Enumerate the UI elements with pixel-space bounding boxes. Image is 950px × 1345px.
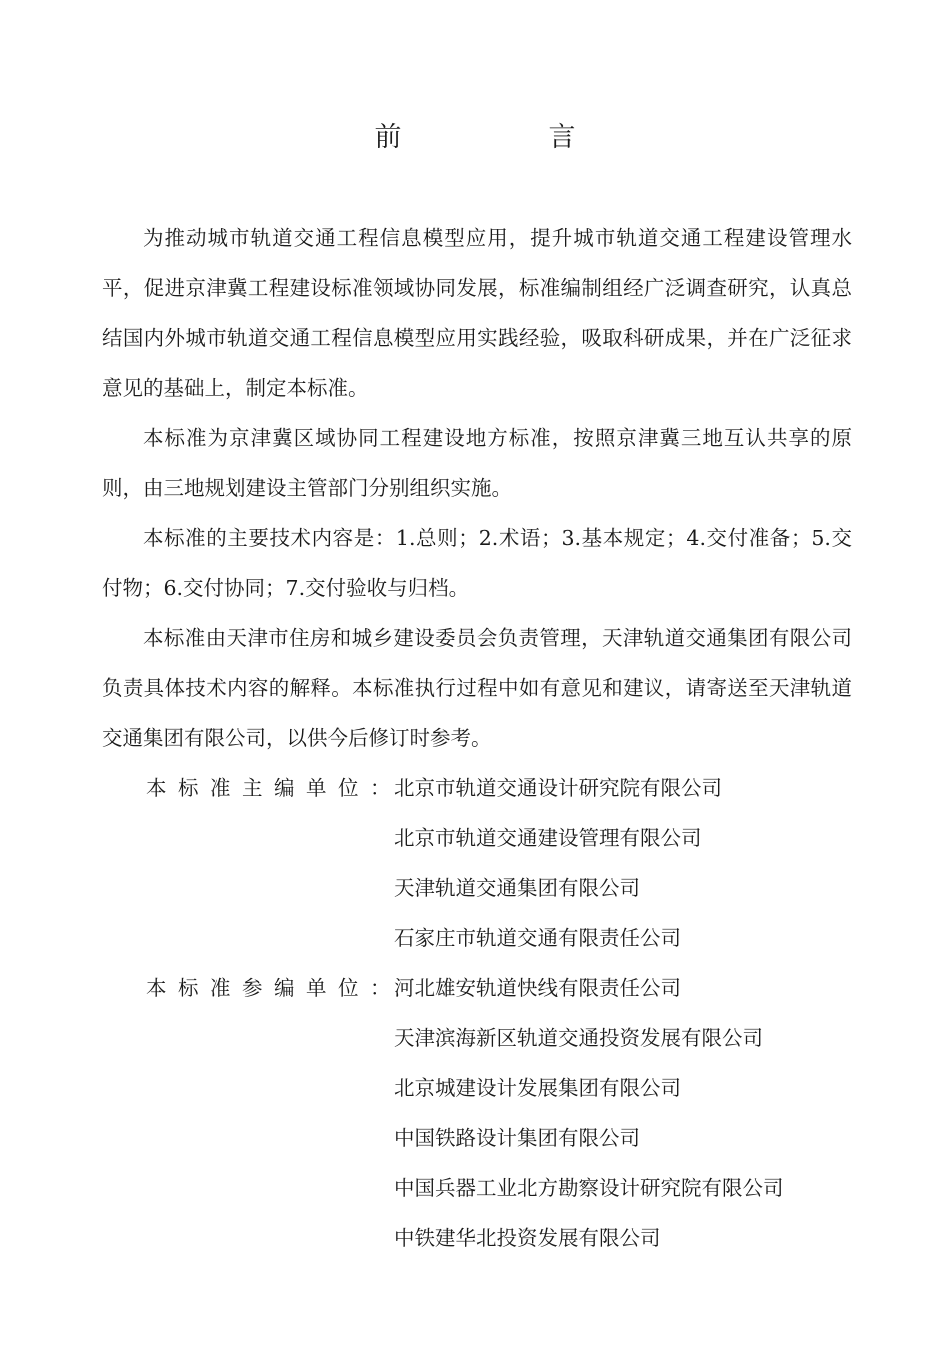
- chief-unit-item: 石家庄市轨道交通有限责任公司: [394, 926, 681, 950]
- preface-paragraph-4: 本标准由天津市住房和城乡建设委员会负责管理，天津轨道交通集团有限公司负责具体技术内容的解释。本标准执行过程中如有意见和建议，请寄送至天津轨道交通集团有限公司，以供今后修订时参考。: [102, 626, 852, 750]
- participating-unit-item: 河北雄安轨道快线有限责任公司: [394, 976, 681, 1000]
- chief-units-label: 本标准主编单位：: [146, 776, 402, 800]
- chief-units-list: [394, 763, 866, 963]
- chief-units-row: [146, 763, 866, 963]
- preface-paragraph-1: 为推动城市轨道交通工程信息模型应用，提升城市轨道交通工程建设管理水平，促进京津冀工程建设标准领域协同发展，标准编制组经广泛调查研究，认真总结国内外城市轨道交通工程信息模型应用实践经验，吸取科研成果，并在广泛征求意见的基础上，制定本标准。: [102, 226, 852, 400]
- participating-units-section: [146, 963, 866, 1263]
- chief-unit-item: 天津轨道交通集团有限公司: [394, 876, 640, 900]
- participating-units-list: [394, 963, 866, 1263]
- preface-paragraph-3: 本标准的主要技术内容是：1.总则；2.术语；3.基本规定；4.交付准备；5.交付物；6.交付协同；7.交付验收与归档。: [102, 526, 852, 600]
- participating-unit-item: 中铁建华北投资发展有限公司: [394, 1226, 661, 1250]
- participating-unit-item: 中国铁路设计集团有限公司: [394, 1126, 640, 1150]
- participating-unit-item: 中国兵器工业北方勘察设计研究院有限公司: [394, 1176, 784, 1200]
- chief-unit-item: 北京市轨道交通建设管理有限公司: [394, 826, 702, 850]
- chief-unit-item: 北京市轨道交通设计研究院有限公司: [394, 776, 722, 800]
- participating-unit-item: 天津滨海新区轨道交通投资发展有限公司: [394, 1026, 763, 1050]
- participating-units-label: 本标准参编单位：: [146, 976, 402, 1000]
- participating-unit-item: 北京城建设计发展集团有限公司: [394, 1076, 681, 1100]
- participating-units-row: [146, 963, 866, 1263]
- page-title: 前 言: [374, 122, 636, 153]
- chief-units-section: [146, 763, 866, 963]
- preface-paragraph-2: 本标准为京津冀区域协同工程建设地方标准，按照京津冀三地互认共享的原则，由三地规划建设主管部门分别组织实施。: [102, 426, 852, 500]
- preface-body: [102, 213, 852, 763]
